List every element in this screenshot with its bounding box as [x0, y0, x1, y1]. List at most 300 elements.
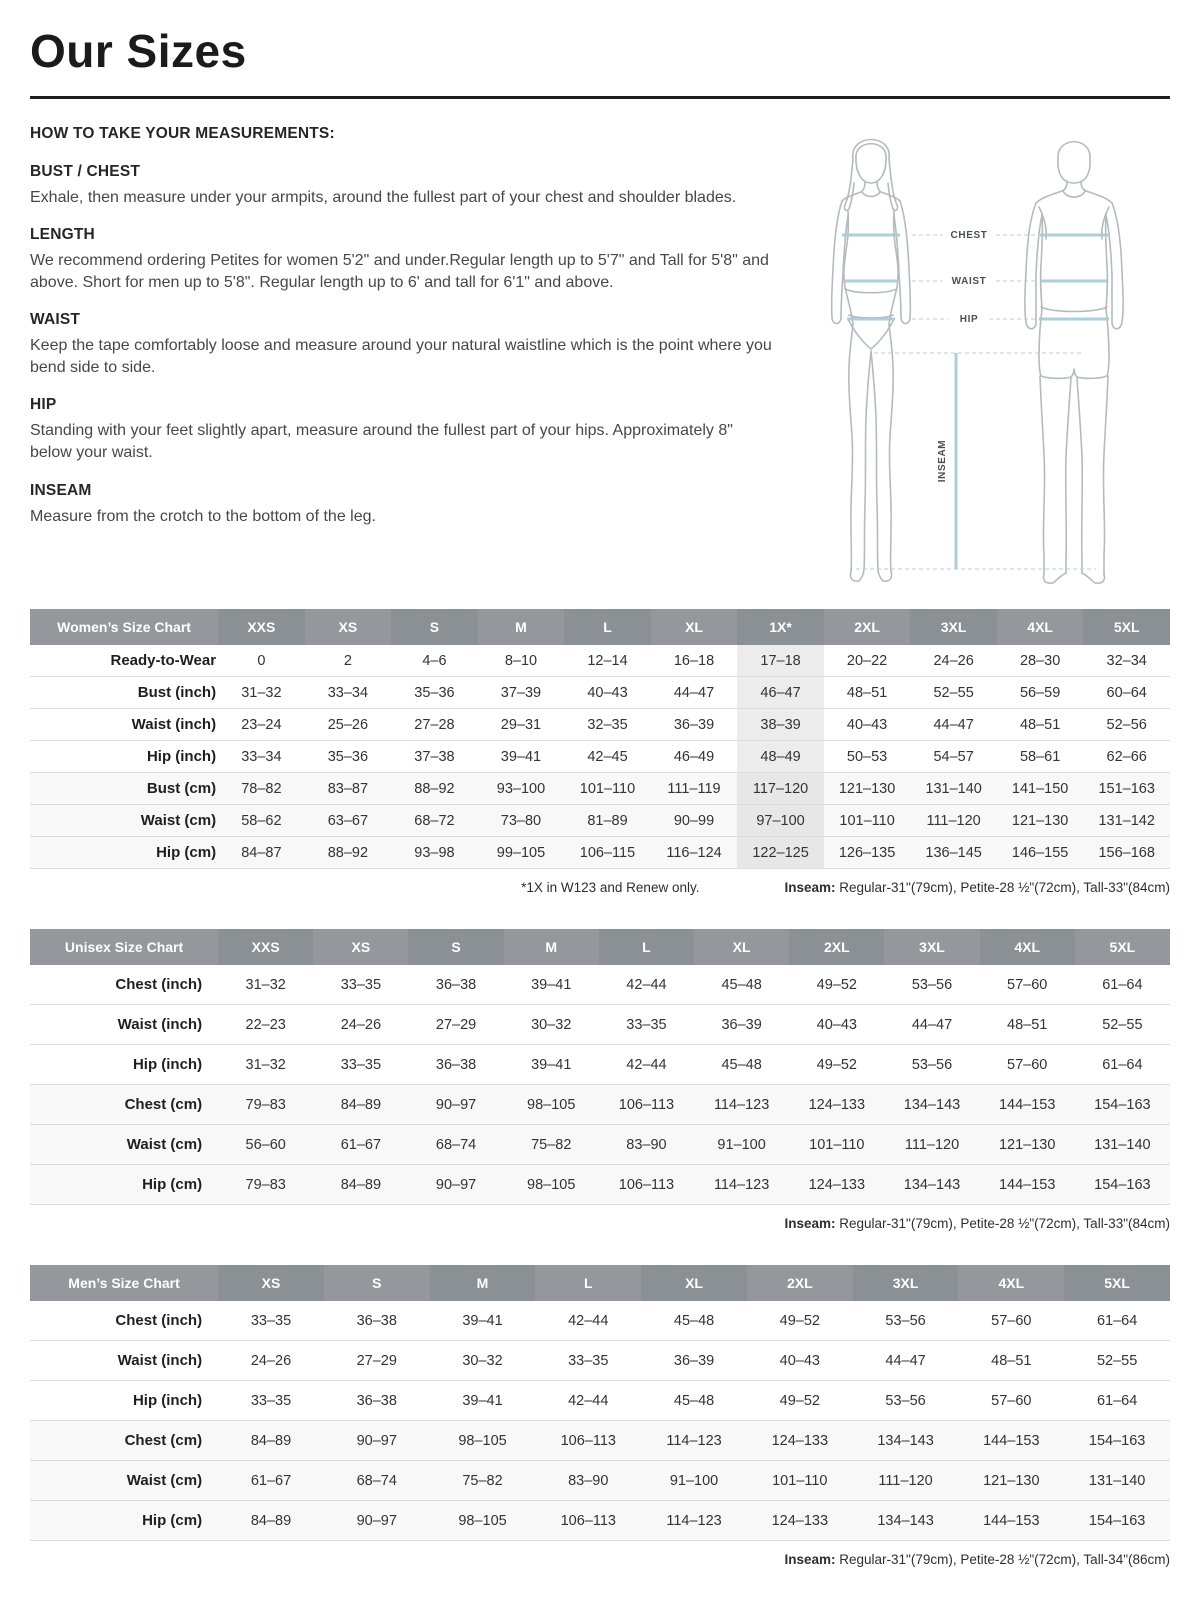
size-cell: 93–100: [478, 773, 565, 805]
size-cell: 53–56: [884, 1045, 979, 1085]
size-cell: 25–26: [305, 709, 392, 741]
size-cell: 61–64: [1075, 965, 1170, 1005]
woman-figure: [832, 140, 911, 582]
size-cell: 28–30: [997, 645, 1084, 677]
row-label: Chest (inch): [30, 1301, 218, 1341]
size-cell: 48–49: [737, 741, 824, 773]
column-header: XL: [694, 929, 789, 965]
size-cell: 114–123: [641, 1421, 747, 1461]
size-cell: 44–47: [910, 709, 997, 741]
instruction-inseam: [30, 482, 778, 528]
size-cell: 131–140: [1075, 1125, 1170, 1165]
size-cell: 91–100: [694, 1125, 789, 1165]
size-cell: 61–64: [1064, 1381, 1170, 1421]
size-cell: 131–140: [910, 773, 997, 805]
size-cell: 0: [218, 645, 305, 677]
column-header: 4XL: [997, 609, 1084, 645]
body-diagram-illustration: [796, 123, 1176, 593]
size-cell: 31–32: [218, 1045, 313, 1085]
instruction-label: WAIST: [30, 311, 81, 329]
column-header: XL: [651, 609, 738, 645]
size-charts: [30, 609, 1170, 1567]
size-cell: 33–35: [313, 965, 408, 1005]
measurement-section: [30, 123, 1170, 593]
size-chart-mens: [30, 1265, 1170, 1567]
footnote-1x-note: *1X in W123 and Renew only.: [521, 880, 700, 895]
column-header: XL: [641, 1265, 747, 1301]
size-cell: 106–115: [564, 837, 651, 869]
size-cell: 144–153: [980, 1165, 1075, 1205]
size-cell: 27–29: [324, 1341, 430, 1381]
size-cell: 24–26: [910, 645, 997, 677]
size-cell: 131–140: [1064, 1461, 1170, 1501]
footnote-inseam: Inseam: Regular-31"(79cm), Petite-28 ½"(72cm), Tall-34"(86cm): [784, 1552, 1170, 1567]
size-cell: 98–105: [430, 1501, 536, 1541]
table-footnotes: [30, 1216, 1170, 1231]
header-row: [30, 1265, 1170, 1301]
size-cell: 2: [305, 645, 392, 677]
size-cell: 46–47: [737, 677, 824, 709]
size-cell: 101–110: [789, 1125, 884, 1165]
size-cell: 39–41: [478, 741, 565, 773]
size-cell: 39–41: [504, 965, 599, 1005]
size-cell: 121–130: [997, 805, 1084, 837]
column-header: 2XL: [824, 609, 911, 645]
size-cell: 36–39: [651, 709, 738, 741]
table-row: [30, 1301, 1170, 1341]
size-cell: 52–56: [1083, 709, 1170, 741]
size-cell: 31–32: [218, 677, 305, 709]
size-cell: 106–113: [599, 1085, 694, 1125]
instruction-text: Exhale, then measure under your armpits, around the fullest part of your chest and shoulder blades.: [30, 189, 737, 206]
size-cell: 84–89: [218, 1421, 324, 1461]
size-cell: 124–133: [747, 1421, 853, 1461]
table-row: [30, 1501, 1170, 1541]
size-cell: 48–51: [958, 1341, 1064, 1381]
table-row: [30, 1165, 1170, 1205]
size-cell: 134–143: [884, 1085, 979, 1125]
size-cell: 16–18: [651, 645, 738, 677]
size-cell: 106–113: [535, 1501, 641, 1541]
table-row: [30, 837, 1170, 869]
size-cell: 101–110: [747, 1461, 853, 1501]
size-cell: 54–57: [910, 741, 997, 773]
size-cell: 48–51: [997, 709, 1084, 741]
row-label: Waist (cm): [30, 1461, 218, 1501]
waist-label: WAIST: [951, 276, 987, 287]
size-cell: 50–53: [824, 741, 911, 773]
column-header: 5XL: [1083, 609, 1170, 645]
instruction-text: Standing with your feet slightly apart, measure around the fullest part of your hips. Approximately 8" below your waist.: [30, 422, 733, 462]
size-cell: 81–89: [564, 805, 651, 837]
size-cell: 33–34: [218, 741, 305, 773]
column-header: 5XL: [1064, 1265, 1170, 1301]
size-cell: 37–38: [391, 741, 478, 773]
size-cell: 36–38: [324, 1301, 430, 1341]
size-cell: 121–130: [824, 773, 911, 805]
row-label: Waist (inch): [30, 1341, 218, 1381]
size-cell: 35–36: [391, 677, 478, 709]
size-cell: 134–143: [884, 1165, 979, 1205]
size-cell: 131–142: [1083, 805, 1170, 837]
size-cell: 121–130: [980, 1125, 1075, 1165]
size-cell: 144–153: [980, 1085, 1075, 1125]
column-header: S: [408, 929, 503, 965]
table-row: [30, 677, 1170, 709]
size-table: [30, 609, 1170, 869]
size-cell: 49–52: [789, 965, 884, 1005]
title-divider: [30, 96, 1170, 99]
size-table: [30, 1265, 1170, 1541]
table-row: [30, 741, 1170, 773]
size-cell: 57–60: [980, 965, 1075, 1005]
size-cell: 24–26: [313, 1005, 408, 1045]
size-cell: 99–105: [478, 837, 565, 869]
size-cell: 52–55: [910, 677, 997, 709]
row-label: Bust (cm): [30, 773, 218, 805]
size-cell: 53–56: [853, 1301, 959, 1341]
instruction-bust-chest: [30, 163, 778, 209]
size-cell: 73–80: [478, 805, 565, 837]
size-cell: 32–35: [564, 709, 651, 741]
table-row: [30, 1085, 1170, 1125]
column-header: XS: [313, 929, 408, 965]
size-cell: 42–44: [599, 965, 694, 1005]
instruction-text: Keep the tape comfortably loose and measure around your natural waistline which is the point where you bend side to side.: [30, 337, 772, 377]
size-cell: 12–14: [564, 645, 651, 677]
size-cell: 49–52: [789, 1045, 884, 1085]
size-cell: 39–41: [504, 1045, 599, 1085]
size-chart-unisex: [30, 929, 1170, 1231]
size-cell: 111–120: [910, 805, 997, 837]
table-row: [30, 1461, 1170, 1501]
size-cell: 27–28: [391, 709, 478, 741]
size-cell: 35–36: [305, 741, 392, 773]
size-cell: 114–123: [694, 1165, 789, 1205]
size-cell: 40–43: [789, 1005, 884, 1045]
size-cell: 151–163: [1083, 773, 1170, 805]
size-cell: 36–38: [408, 1045, 503, 1085]
size-cell: 60–64: [1083, 677, 1170, 709]
column-header: S: [324, 1265, 430, 1301]
size-cell: 68–74: [408, 1125, 503, 1165]
size-cell: 57–60: [958, 1301, 1064, 1341]
size-cell: 90–97: [324, 1421, 430, 1461]
footnote-inseam: Inseam: Regular-31"(79cm), Petite-28 ½"(72cm), Tall-33"(84cm): [784, 1216, 1170, 1231]
size-cell: 78–82: [218, 773, 305, 805]
size-cell: 45–48: [641, 1301, 747, 1341]
size-cell: 144–153: [958, 1501, 1064, 1541]
size-cell: 29–31: [478, 709, 565, 741]
size-cell: 33–35: [599, 1005, 694, 1045]
row-label: Chest (cm): [30, 1421, 218, 1461]
size-cell: 134–143: [853, 1421, 959, 1461]
size-cell: 39–41: [430, 1301, 536, 1341]
size-cell: 101–110: [824, 805, 911, 837]
size-cell: 48–51: [824, 677, 911, 709]
size-cell: 39–41: [430, 1381, 536, 1421]
size-cell: 63–67: [305, 805, 392, 837]
size-cell: 79–83: [218, 1085, 313, 1125]
instruction-label: INSEAM: [30, 481, 92, 499]
size-cell: 68–72: [391, 805, 478, 837]
size-cell: 154–163: [1064, 1501, 1170, 1541]
table-title: Women’s Size Chart: [30, 609, 218, 645]
size-cell: 79–83: [218, 1165, 313, 1205]
size-cell: 42–44: [535, 1301, 641, 1341]
size-cell: 134–143: [853, 1501, 959, 1541]
column-header: M: [430, 1265, 536, 1301]
column-header: 1X*: [737, 609, 824, 645]
size-cell: 91–100: [641, 1461, 747, 1501]
size-cell: 83–90: [535, 1461, 641, 1501]
measurement-diagram: [796, 123, 1176, 593]
table-title: Unisex Size Chart: [30, 929, 218, 965]
size-cell: 117–120: [737, 773, 824, 805]
size-cell: 31–32: [218, 965, 313, 1005]
header-row: [30, 609, 1170, 645]
size-cell: 23–24: [218, 709, 305, 741]
size-cell: 93–98: [391, 837, 478, 869]
instruction-label: LENGTH: [30, 226, 95, 244]
size-cell: 36–39: [641, 1341, 747, 1381]
size-cell: 90–97: [408, 1165, 503, 1205]
size-cell: 111–120: [884, 1125, 979, 1165]
size-cell: 68–74: [324, 1461, 430, 1501]
size-cell: 52–55: [1064, 1341, 1170, 1381]
hip-label: HIP: [959, 314, 979, 325]
size-cell: 33–35: [218, 1381, 324, 1421]
row-label: Waist (inch): [30, 1005, 218, 1045]
size-cell: 20–22: [824, 645, 911, 677]
row-label: Hip (cm): [30, 1165, 218, 1205]
size-cell: 84–87: [218, 837, 305, 869]
size-cell: 84–89: [218, 1501, 324, 1541]
column-header: 3XL: [853, 1265, 959, 1301]
row-label: Chest (cm): [30, 1085, 218, 1125]
size-cell: 61–64: [1075, 1045, 1170, 1085]
size-cell: 33–35: [218, 1301, 324, 1341]
size-cell: 42–45: [564, 741, 651, 773]
measurement-instructions: [30, 123, 778, 593]
size-cell: 98–105: [430, 1421, 536, 1461]
size-cell: 144–153: [958, 1421, 1064, 1461]
table-row: [30, 1381, 1170, 1421]
size-cell: 30–32: [504, 1005, 599, 1045]
size-cell: 124–133: [789, 1165, 884, 1205]
instruction-waist: [30, 311, 778, 379]
row-label: Hip (inch): [30, 1045, 218, 1085]
column-header: M: [504, 929, 599, 965]
table-row: [30, 1005, 1170, 1045]
column-header: 5XL: [1075, 929, 1170, 965]
table-row: [30, 805, 1170, 837]
size-cell: 90–99: [651, 805, 738, 837]
instruction-label: HIP: [30, 396, 57, 414]
size-cell: 42–44: [535, 1381, 641, 1421]
size-cell: 27–29: [408, 1005, 503, 1045]
instruction-text: Measure from the crotch to the bottom of the leg.: [30, 507, 376, 525]
size-cell: 114–123: [641, 1501, 747, 1541]
instruction-hip: [30, 396, 778, 464]
instruction-length: [30, 226, 778, 294]
column-header: 2XL: [747, 1265, 853, 1301]
row-label: Bust (inch): [30, 677, 218, 709]
size-cell: 90–97: [408, 1085, 503, 1125]
table-footnotes: [30, 1552, 1170, 1567]
column-header: XS: [305, 609, 392, 645]
column-header: 4XL: [980, 929, 1075, 965]
size-cell: 116–124: [651, 837, 738, 869]
size-cell: 156–168: [1083, 837, 1170, 869]
size-cell: 106–113: [599, 1165, 694, 1205]
column-header: 4XL: [958, 1265, 1064, 1301]
size-cell: 98–105: [504, 1165, 599, 1205]
size-cell: 136–145: [910, 837, 997, 869]
table-row: [30, 645, 1170, 677]
size-cell: 45–48: [641, 1381, 747, 1421]
row-label: Hip (cm): [30, 1501, 218, 1541]
man-figure: [1025, 142, 1123, 583]
column-header: L: [535, 1265, 641, 1301]
size-cell: 124–133: [747, 1501, 853, 1541]
table-row: [30, 965, 1170, 1005]
size-cell: 75–82: [504, 1125, 599, 1165]
size-cell: 36–39: [694, 1005, 789, 1045]
size-cell: 8–10: [478, 645, 565, 677]
size-cell: 33–35: [313, 1045, 408, 1085]
size-cell: 97–100: [737, 805, 824, 837]
size-cell: 40–43: [824, 709, 911, 741]
column-header: XS: [218, 1265, 324, 1301]
size-cell: 53–56: [884, 965, 979, 1005]
size-cell: 44–47: [884, 1005, 979, 1045]
size-cell: 61–67: [218, 1461, 324, 1501]
size-cell: 33–34: [305, 677, 392, 709]
size-cell: 36–38: [324, 1381, 430, 1421]
column-header: 2XL: [789, 929, 884, 965]
row-label: Ready-to-Wear: [30, 645, 218, 677]
table-title: Men’s Size Chart: [30, 1265, 218, 1301]
size-cell: 38–39: [737, 709, 824, 741]
instruction-label: BUST / CHEST: [30, 163, 141, 180]
size-cell: 46–49: [651, 741, 738, 773]
size-cell: 53–56: [853, 1381, 959, 1421]
column-header: L: [599, 929, 694, 965]
size-cell: 90–97: [324, 1501, 430, 1541]
size-cell: 146–155: [997, 837, 1084, 869]
size-cell: 44–47: [651, 677, 738, 709]
size-cell: 37–39: [478, 677, 565, 709]
instruction-text: We recommend ordering Petites for women 5'2" and under.Regular length up to 5'7" and Tall for 5'8" and above. Short for men up to 5'8". Regular length up to 6' and tall for 6'1" and above.: [30, 252, 769, 292]
column-header: 3XL: [884, 929, 979, 965]
size-cell: 30–32: [430, 1341, 536, 1381]
size-cell: 49–52: [747, 1301, 853, 1341]
table-row: [30, 1341, 1170, 1381]
size-cell: 88–92: [391, 773, 478, 805]
page-title: Our Sizes: [30, 25, 247, 77]
size-cell: 33–35: [535, 1341, 641, 1381]
size-cell: 45–48: [694, 1045, 789, 1085]
size-cell: 32–34: [1083, 645, 1170, 677]
size-cell: 22–23: [218, 1005, 313, 1045]
size-cell: 24–26: [218, 1341, 324, 1381]
row-label: Hip (inch): [30, 741, 218, 773]
size-cell: 62–66: [1083, 741, 1170, 773]
size-cell: 57–60: [980, 1045, 1075, 1085]
table-row: [30, 1045, 1170, 1085]
size-table: [30, 929, 1170, 1205]
size-cell: 56–59: [997, 677, 1084, 709]
table-row: [30, 773, 1170, 805]
size-cell: 45–48: [694, 965, 789, 1005]
row-label: Chest (inch): [30, 965, 218, 1005]
size-chart-womens: [30, 609, 1170, 895]
row-label: Waist (cm): [30, 805, 218, 837]
table-footnotes: [30, 880, 1170, 895]
row-label: Waist (inch): [30, 709, 218, 741]
row-label: Hip (cm): [30, 837, 218, 869]
row-label: Waist (cm): [30, 1125, 218, 1165]
size-cell: 49–52: [747, 1381, 853, 1421]
column-header: XXS: [218, 609, 305, 645]
chest-label: CHEST: [950, 230, 988, 241]
size-cell: 84–89: [313, 1165, 408, 1205]
size-cell: 4–6: [391, 645, 478, 677]
size-cell: 75–82: [430, 1461, 536, 1501]
size-cell: 122–125: [737, 837, 824, 869]
column-header: L: [564, 609, 651, 645]
size-cell: 154–163: [1075, 1165, 1170, 1205]
column-header: XXS: [218, 929, 313, 965]
size-cell: 111–120: [853, 1461, 959, 1501]
table-row: [30, 709, 1170, 741]
size-cell: 52–55: [1075, 1005, 1170, 1045]
size-cell: 84–89: [313, 1085, 408, 1125]
size-cell: 42–44: [599, 1045, 694, 1085]
size-cell: 48–51: [980, 1005, 1075, 1045]
instructions-heading: HOW TO TAKE YOUR MEASUREMENTS:: [30, 125, 335, 142]
size-cell: 98–105: [504, 1085, 599, 1125]
table-row: [30, 1421, 1170, 1461]
size-cell: 17–18: [737, 645, 824, 677]
size-cell: 141–150: [997, 773, 1084, 805]
table-row: [30, 1125, 1170, 1165]
size-cell: 36–38: [408, 965, 503, 1005]
size-cell: 124–133: [789, 1085, 884, 1125]
size-cell: 154–163: [1075, 1085, 1170, 1125]
size-cell: 56–60: [218, 1125, 313, 1165]
size-cell: 126–135: [824, 837, 911, 869]
size-cell: 58–62: [218, 805, 305, 837]
size-cell: 154–163: [1064, 1421, 1170, 1461]
size-cell: 106–113: [535, 1421, 641, 1461]
header-row: [30, 929, 1170, 965]
size-cell: 40–43: [564, 677, 651, 709]
column-header: 3XL: [910, 609, 997, 645]
inseam-label: INSEAM: [937, 439, 948, 483]
column-header: M: [478, 609, 565, 645]
size-cell: 121–130: [958, 1461, 1064, 1501]
size-cell: 61–67: [313, 1125, 408, 1165]
size-cell: 61–64: [1064, 1301, 1170, 1341]
size-cell: 44–47: [853, 1341, 959, 1381]
footnote-inseam: Inseam: Regular-31"(79cm), Petite-28 ½"(72cm), Tall-33"(84cm): [784, 880, 1170, 895]
size-cell: 83–87: [305, 773, 392, 805]
size-cell: 83–90: [599, 1125, 694, 1165]
size-cell: 40–43: [747, 1341, 853, 1381]
size-cell: 111–119: [651, 773, 738, 805]
